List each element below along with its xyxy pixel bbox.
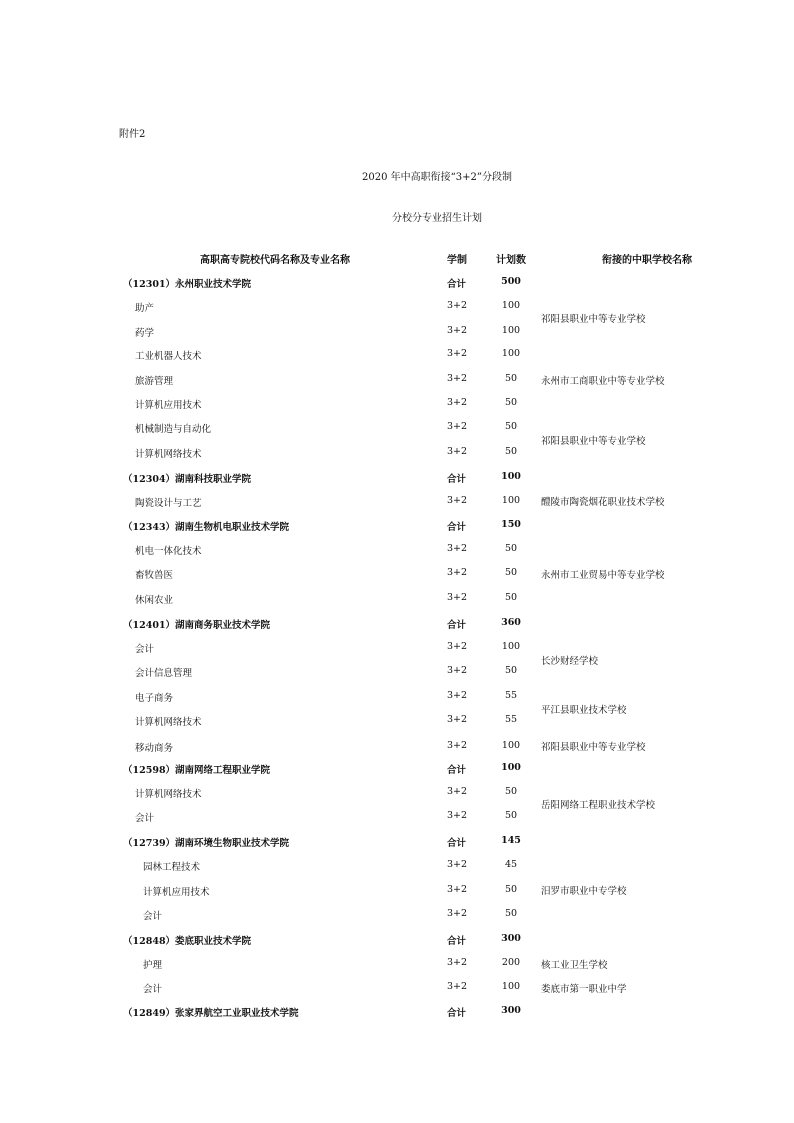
- major-name: 旅游管理: [135, 376, 174, 387]
- plan-count-cell: 50: [504, 373, 518, 384]
- major-row: [0, 740, 794, 754]
- plan-count-cell: 50: [504, 543, 518, 554]
- system-cell: 3+2: [447, 786, 468, 797]
- system-cell: 合计: [447, 522, 467, 533]
- major-name: 机械制造与自动化: [135, 424, 212, 435]
- plan-count-cell: 100: [501, 981, 521, 992]
- major-row: [0, 373, 794, 387]
- major-row: [0, 300, 794, 314]
- plan-count-cell: 500: [501, 276, 521, 287]
- institution-total-row: [0, 471, 794, 485]
- system-cell: 3+2: [447, 641, 468, 652]
- plan-count-cell: 50: [504, 810, 518, 821]
- system-cell: 3+2: [447, 325, 468, 336]
- system-cell: 3+2: [447, 421, 468, 432]
- system-cell: 3+2: [447, 592, 468, 603]
- major-name: 陶瓷设计与工艺: [135, 498, 202, 509]
- major-name: 会计: [143, 984, 163, 995]
- major-name: 计算机应用技术: [143, 887, 210, 898]
- major-row: [0, 981, 794, 995]
- system-cell: 3+2: [447, 859, 468, 870]
- institution-name: （12598）湖南网络工程职业学院: [123, 765, 271, 776]
- system-cell: 3+2: [447, 543, 468, 554]
- major-name: 计算机网络技术: [135, 449, 202, 460]
- major-name: 会计: [135, 813, 155, 824]
- plan-count-cell: 50: [504, 884, 518, 895]
- school-label: 永州市工业贸易中等专业学校: [541, 570, 665, 581]
- plan-count-cell: 100: [501, 300, 521, 311]
- document-title: 2020 年中高职衔接“3+2”分段制: [362, 172, 512, 183]
- major-name: 园林工程技术: [143, 862, 201, 873]
- plan-count-cell: 50: [504, 665, 518, 676]
- major-row: [0, 397, 794, 411]
- institution-total-row: [0, 835, 794, 849]
- system-cell: 合计: [447, 765, 467, 776]
- system-cell: 3+2: [447, 810, 468, 821]
- institution-name: （12343）湖南生物机电职业技术学院: [123, 522, 290, 533]
- school-label: 醴陵市陶瓷烟花职业技术学校: [541, 497, 665, 508]
- system-cell: 3+2: [447, 981, 468, 992]
- major-name: 移动商务: [135, 743, 174, 754]
- plan-count-cell: 360: [501, 617, 521, 628]
- major-row: [0, 884, 794, 898]
- institution-total-row: [0, 519, 794, 533]
- plan-count-cell: 50: [504, 786, 518, 797]
- header-system: 学制: [447, 255, 467, 266]
- plan-count-cell: 50: [504, 446, 518, 457]
- institution-total-row: [0, 276, 794, 290]
- school-label: 平江县职业技术学校: [541, 705, 627, 716]
- institution-name: （12301）永州职业技术学院: [123, 279, 252, 290]
- document-subtitle: 分校分专业招生计划: [392, 213, 482, 224]
- major-name: 会计: [143, 911, 163, 922]
- system-cell: 3+2: [447, 567, 468, 578]
- major-row: [0, 641, 794, 655]
- plan-count-cell: 100: [501, 762, 521, 773]
- major-name: 计算机网络技术: [135, 717, 202, 728]
- system-cell: 3+2: [447, 446, 468, 457]
- plan-count-cell: 300: [501, 1005, 521, 1016]
- major-row: [0, 592, 794, 606]
- major-name: 畜牧兽医: [135, 570, 174, 581]
- plan-count-cell: 50: [504, 592, 518, 603]
- system-cell: 3+2: [447, 714, 468, 725]
- plan-count-cell: 200: [501, 957, 521, 968]
- system-cell: 3+2: [447, 690, 468, 701]
- major-row: [0, 786, 794, 800]
- plan-count-cell: 300: [501, 933, 521, 944]
- school-label: 岳阳网络工程职业技术学校: [541, 800, 656, 811]
- major-name: 工业机器人技术: [135, 351, 202, 362]
- major-name: 药学: [135, 328, 155, 339]
- major-name: 电子商务: [135, 693, 174, 704]
- major-name: 计算机网络技术: [135, 789, 202, 800]
- institution-total-row: [0, 933, 794, 947]
- system-cell: 3+2: [447, 300, 468, 311]
- plan-count-cell: 100: [501, 348, 521, 359]
- system-cell: 3+2: [447, 884, 468, 895]
- system-cell: 3+2: [447, 348, 468, 359]
- school-label: 永州市工商职业中等专业学校: [541, 376, 665, 387]
- attachment-label: 附件2: [119, 129, 146, 140]
- plan-count-cell: 50: [504, 908, 518, 919]
- system-cell: 合计: [447, 936, 467, 947]
- plan-count-cell: 45: [504, 859, 518, 870]
- major-row: [0, 690, 794, 704]
- major-name: 机电一体化技术: [135, 546, 202, 557]
- system-cell: 合计: [447, 838, 467, 849]
- system-cell: 3+2: [447, 373, 468, 384]
- major-row: [0, 446, 794, 460]
- institution-total-row: [0, 1005, 794, 1019]
- major-row: [0, 810, 794, 824]
- major-name: 助产: [135, 303, 155, 314]
- major-row: [0, 714, 794, 728]
- major-row: [0, 957, 794, 971]
- major-name: 休闲农业: [135, 595, 174, 606]
- school-label: 汨罗市职业中专学校: [541, 886, 627, 897]
- major-row: [0, 908, 794, 922]
- system-cell: 3+2: [447, 495, 468, 506]
- school-label: 核工业卫生学校: [541, 960, 608, 971]
- institution-total-row: [0, 617, 794, 631]
- institution-name: （12401）湖南商务职业技术学院: [123, 620, 271, 631]
- major-row: [0, 421, 794, 435]
- major-row: [0, 325, 794, 339]
- major-name: 护理: [143, 960, 163, 971]
- major-row: [0, 567, 794, 581]
- major-row: [0, 665, 794, 679]
- system-cell: 3+2: [447, 397, 468, 408]
- school-label: 长沙财经学校: [541, 656, 599, 667]
- institution-name: （12849）张家界航空工业职业技术学院: [123, 1008, 299, 1019]
- plan-count-cell: 50: [504, 421, 518, 432]
- system-cell: 3+2: [447, 740, 468, 751]
- major-row: [0, 859, 794, 873]
- major-name: 计算机应用技术: [135, 400, 202, 411]
- major-name: 会计: [135, 644, 155, 655]
- plan-count-cell: 55: [504, 714, 518, 725]
- header-institution: 高职高专院校代码名称及专业名称: [200, 255, 350, 266]
- plan-count-cell: 100: [501, 641, 521, 652]
- system-cell: 合计: [447, 620, 467, 631]
- plan-count-cell: 55: [504, 690, 518, 701]
- plan-count-cell: 100: [501, 495, 521, 506]
- school-label: 娄底市第一职业中学: [541, 984, 627, 995]
- plan-count-cell: 50: [504, 567, 518, 578]
- institution-name: （12739）湖南环境生物职业技术学院: [123, 838, 290, 849]
- system-cell: 3+2: [447, 957, 468, 968]
- plan-count-cell: 100: [501, 325, 521, 336]
- school-label: 祁阳县职业中等专业学校: [541, 436, 646, 447]
- institution-name: （12848）娄底职业技术学院: [123, 936, 252, 947]
- plan-count-cell: 50: [504, 397, 518, 408]
- header-plan: 计划数: [496, 255, 526, 266]
- system-cell: 3+2: [447, 665, 468, 676]
- system-cell: 合计: [447, 474, 467, 485]
- major-row: [0, 495, 794, 509]
- institution-name: （12304）湖南科技职业学院: [123, 474, 252, 485]
- plan-count-cell: 100: [501, 740, 521, 751]
- plan-count-cell: 100: [501, 471, 521, 482]
- major-row: [0, 543, 794, 557]
- system-cell: 3+2: [447, 908, 468, 919]
- major-row: [0, 348, 794, 362]
- major-name: 会计信息管理: [135, 668, 193, 679]
- school-label: 祁阳县职业中等专业学校: [541, 742, 646, 753]
- header-school: 衔接的中职学校名称: [602, 255, 692, 266]
- institution-total-row: [0, 762, 794, 776]
- school-label: 祁阳县职业中等专业学校: [541, 314, 646, 325]
- plan-count-cell: 145: [501, 835, 521, 846]
- system-cell: 合计: [447, 1008, 467, 1019]
- system-cell: 合计: [447, 279, 467, 290]
- plan-count-cell: 150: [501, 519, 521, 530]
